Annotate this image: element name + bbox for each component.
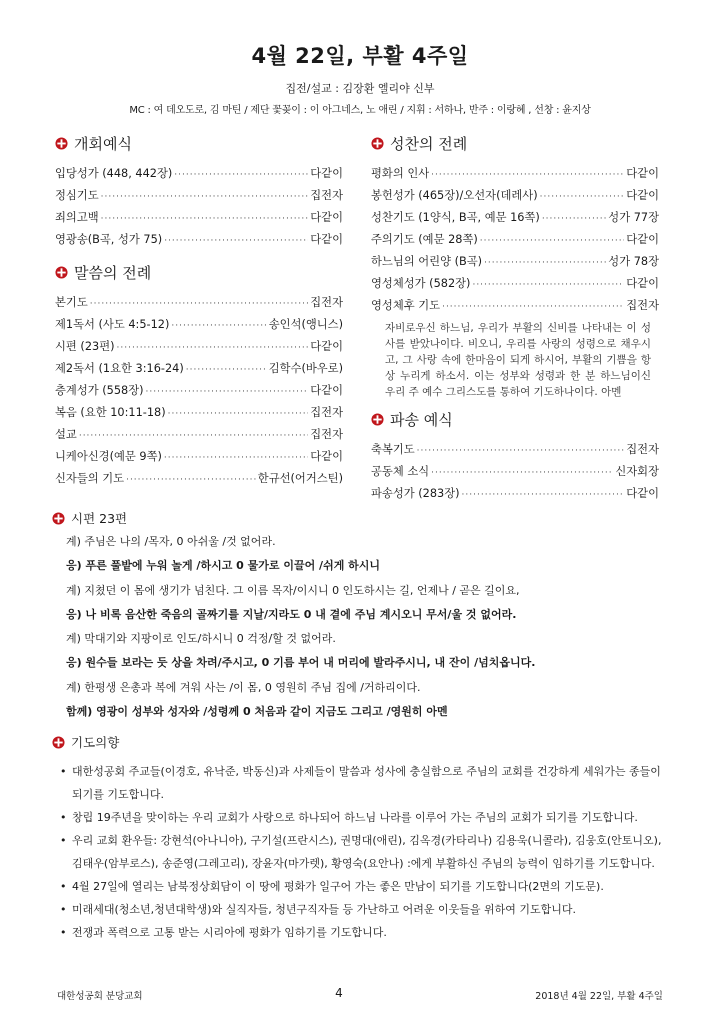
footer [57, 988, 663, 1002]
psalm-title: 시편 23편 [71, 511, 128, 526]
section-title: 말씀의 전례 [74, 263, 152, 282]
psalm-line: 계) 한평생 은총과 복에 겨워 사는 /이 몸, 0 영원히 주님 집에 /거하리이다. [66, 680, 421, 694]
section-title: 파송 예식 [390, 410, 453, 429]
intentions-heading [52, 733, 119, 751]
order-item: 축복기도 ····· 집전자 [371, 439, 659, 461]
list-item: • 전쟁과 폭력으로 고통 받는 시리아에 평화가 임하기를 기도합니다. [60, 921, 670, 944]
order-item: 공동체 소식 ····· 신자회장 [371, 461, 659, 483]
psalm-line: 응) 나 비록 음산한 죽음의 골짜기를 지날/지라도 0 내 곁에 주님 계시오니 무서/울 것 없어라. [66, 607, 517, 621]
order-item: 본기도 ····· 집전자 [55, 292, 343, 314]
intentions-list [60, 760, 670, 944]
order-item: 평화의 인사 ····· 다같이 [371, 163, 659, 185]
order-item: 니케아신경(예문 9쪽) ····· 다같이 [55, 446, 343, 468]
psalm-line: 계) 막대기와 지팡이로 인도/하시니 0 걱정/할 것 없어라. [66, 632, 336, 646]
officiant-line: 집전/설교 : 김장환 엘리야 신부 [285, 82, 435, 95]
psalm-line: 응) 원수들 보라는 듯 상을 차려/주시고, 0 기름 부어 내 머리에 발라주시니, 내 잔이 /넘치옵니다. [66, 656, 536, 670]
order-item: 봉헌성가 (465장)/오선자(데레사) ····· 다같이 [371, 185, 659, 207]
section-dismissal [371, 408, 659, 430]
order-item: 영광송(B곡, 성가 75) ····· 다같이 [55, 229, 343, 251]
post-communion-prayer: 자비로우신 하느님, 우리가 부활의 신비를 나타내는 이 성사를 받았나이다. 비오니, 우리를 사랑의 성령으로 채우시고, 그 사랑 속에 한마음이 되게 하시어, 부활의 기쁨을 항상 누리게 하소서. 이는 성부와 성령과 한 분 하느님이신 우리 주 예수 그리스도를 통하여 기도하나이다. 아멘 [385, 322, 651, 398]
ministers-line: MC : 여 데오도로, 김 마틴 / 제단 꽃꽂이 : 이 아그네스, 노 애린 / 지휘 : 서하나, 반주 : 이랑혜 , 선창 : 윤지상 [129, 105, 591, 116]
list-item: • 대한성공회 주교들(이경호, 유낙준, 박동신)과 사제들이 말씀과 성사에 충실함으로 주님의 교회를 건강하게 세워가는 종들이 되기를 기도합니다. [60, 760, 670, 806]
order-item: 층계성가 (558장) ····· 다같이 [55, 380, 343, 402]
cross-circle-icon [55, 137, 68, 150]
order-item: 영성체후 기도 ····· 집전자 [371, 295, 659, 317]
footer-date: 2018년 4월 22일, 부활 4주일 [535, 991, 663, 1002]
list-item: • 4월 27일에 열리는 남북정상회담이 이 땅에 평화가 일구어 가는 좋은 만남이 되기를 기도합니다(2면의 기도문). [60, 875, 670, 898]
order-item: 성찬기도 (1양식, B곡, 예문 16쪽) ····· 성가 77장 [371, 207, 659, 229]
list-item: • 창립 19주년을 맞이하는 우리 교회가 사랑으로 하나되어 하느님 나라를 이루어 가는 주님의 교회가 되기를 기도합니다. [60, 806, 670, 829]
order-item: 주의기도 (예문 28쪽) ····· 다같이 [371, 229, 659, 251]
left-column [55, 132, 343, 490]
section-title: 성찬의 전례 [390, 134, 468, 153]
section-title: 개회예식 [74, 134, 132, 153]
order-item: 제1독서 (사도 4:5-12) ····· 송인석(앵니스) [55, 314, 343, 336]
footer-church: 대한성공회 분당교회 [57, 991, 143, 1002]
page-title: 4월 22일, 부활 4주일 [251, 44, 469, 68]
section-opening [55, 132, 343, 154]
order-item: 신자들의 기도 ····· 한규선(어거스틴) [55, 468, 343, 490]
cross-circle-icon [55, 266, 68, 279]
order-item: 복음 (요한 10:11-18) ····· 집전자 [55, 402, 343, 424]
order-item: 정심기도 ····· 집전자 [55, 185, 343, 207]
psalm-line: 함께) 영광이 성부와 성자와 /성령께 0 처음과 같이 지금도 그리고 /영원히 아멘 [66, 705, 448, 719]
right-column [371, 132, 659, 505]
psalm-text [66, 530, 686, 724]
order-item: 제2독서 (1요한 3:16-24) ····· 김학수(바우로) [55, 358, 343, 380]
cross-circle-icon [371, 413, 384, 426]
list-item: • 우리 교회 환우들: 강현석(아나니아), 구기설(프란시스), 권명대(애린), 김옥경(카타리나) 김용욱(니콜라), 김웅호(안토니오), 김태우(암부로스), 송준영(그레고리), 장윤자(마가렛), 황영숙(요안나) :에게 부활하신 주님의 능력이 임하기를 기도합니다. [60, 829, 670, 875]
psalm-line: 응) 푸른 풀밭에 누워 놀게 /하시고 0 물가로 이끌어 /쉬게 하시니 [66, 559, 381, 573]
cross-circle-icon [52, 512, 65, 525]
section-eucharist [371, 132, 659, 154]
cross-circle-icon [371, 137, 384, 150]
order-item: 입당성가 (448, 442장) ····· 다같이 [55, 163, 343, 185]
page-number: 4 [335, 986, 343, 1000]
psalm-heading [52, 509, 127, 527]
order-item: 영성체성가 (582장) ····· 다같이 [371, 273, 659, 295]
psalm-line: 계) 지쳤던 이 몸에 생기가 넘친다. 그 이름 목자/이시니 0 인도하시는 길, 언제나 / 곧은 길이요, [66, 583, 520, 597]
order-item: 설교 ····· 집전자 [55, 424, 343, 446]
order-item: 시편 (23편) ····· 다같이 [55, 336, 343, 358]
section-word [55, 261, 343, 283]
list-item: • 미래세대(청소년,청년대학생)와 실직자들, 청년구직자들 등 가난하고 어려운 이웃들을 위하여 기도합니다. [60, 898, 670, 921]
cross-circle-icon [52, 736, 65, 749]
order-item: 하느님의 어린양 (B곡) ····· 성가 78장 [371, 251, 659, 273]
order-item: 파송성가 (283장) ····· 다같이 [371, 483, 659, 505]
order-item: 죄의고백 ····· 다같이 [55, 207, 343, 229]
intentions-title: 기도의향 [71, 735, 120, 750]
psalm-line: 계) 주님은 나의 /목자, 0 아쉬울 /것 없어라. [66, 535, 276, 548]
